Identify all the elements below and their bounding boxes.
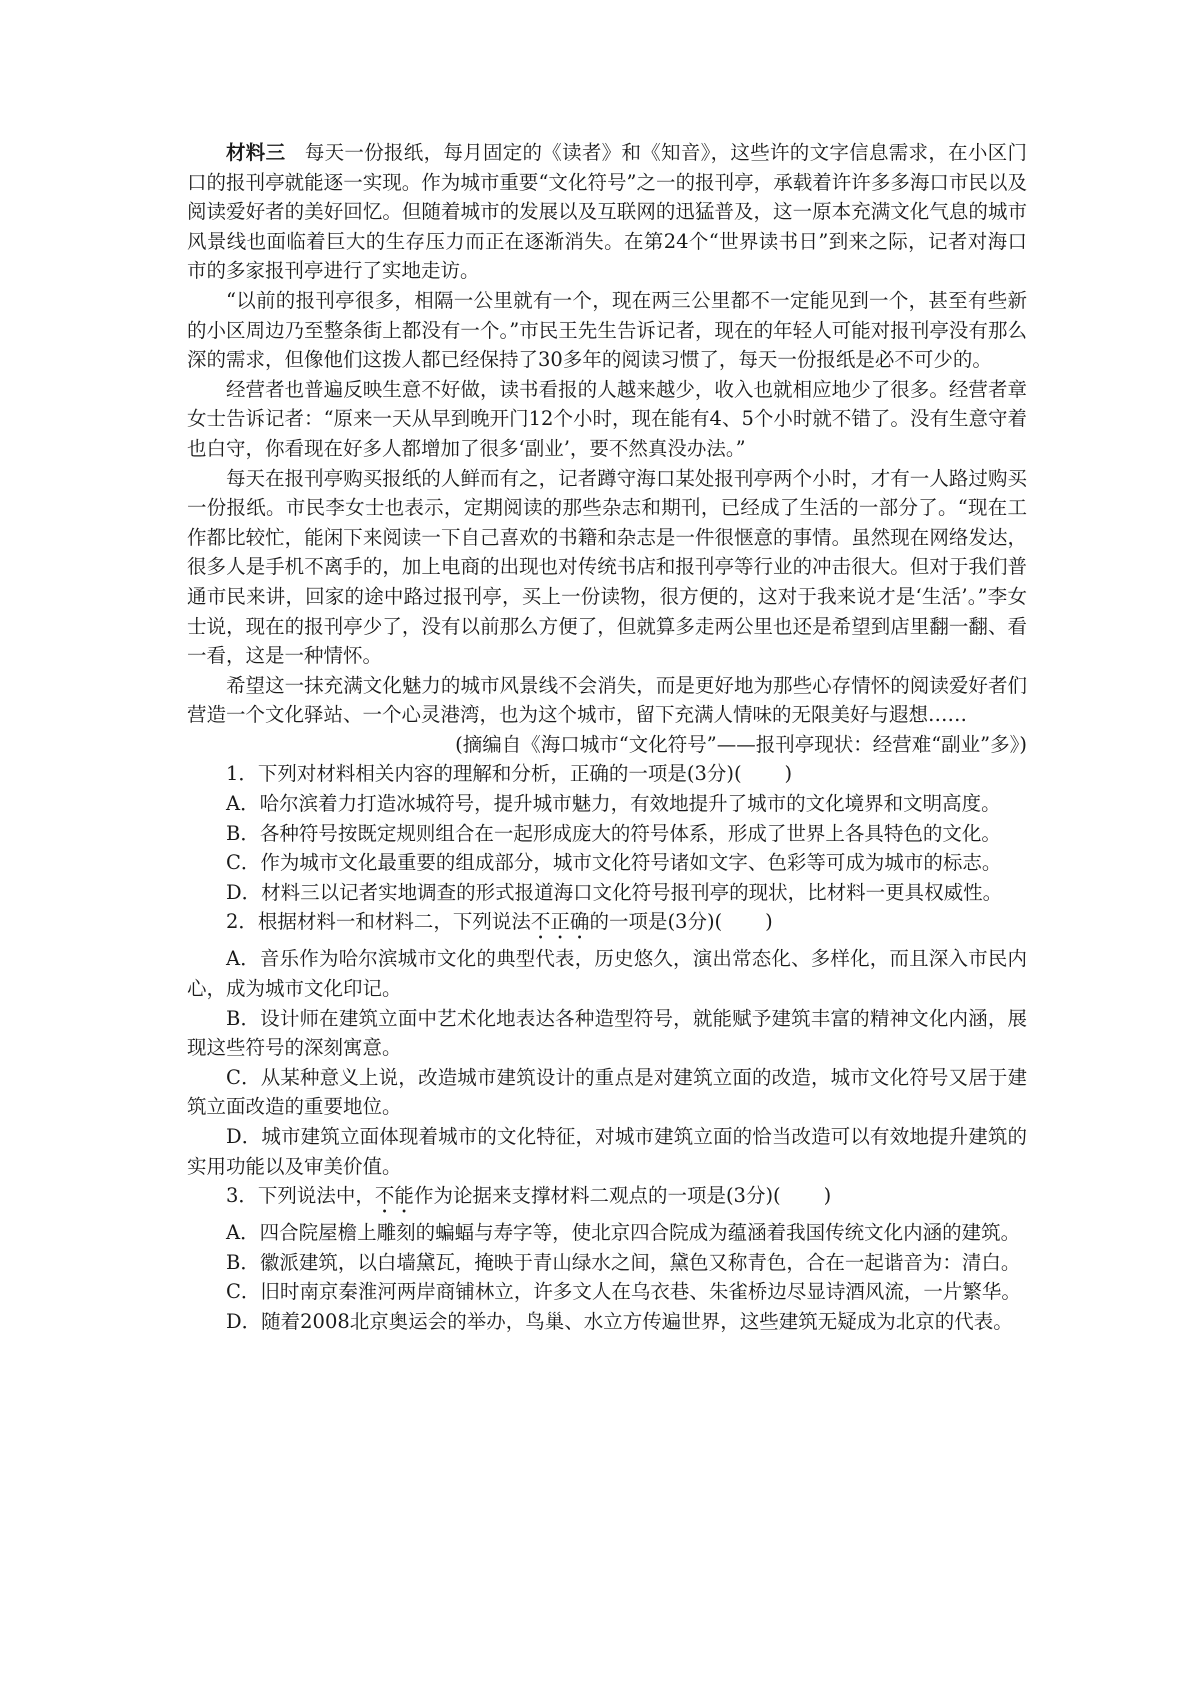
- question-stem-text: 1．下列对材料相关内容的理解和分析，正确的一项是(3分)(: [226, 762, 742, 786]
- emphasized-text: 不正确: [530, 910, 590, 934]
- source-citation: (摘编自《海口城市“文化符号”——报刊亭现状：经营难“副业”多》): [455, 732, 1027, 756]
- question-close-paren: ): [784, 762, 793, 786]
- paragraph-text: 每天一份报纸，每月固定的《读者》和《知音》，这些许的文字信息需求，在小区门口的报刊亭就能逐一实现。作为城市重要“文化符号”之一的报刊亭，承载着许许多多海口市民以及阅读爱好者的美好回忆。但随着城市的发展以及互联网的迅猛普及，这一原本充满文化气息的城市风景线也面临着巨大的生存压力而正在逐渐消失。在第24个“世界读书日”到来之际，记者对海口市的多家报刊亭进行了实地走访。: [187, 141, 1027, 283]
- question-1-option-c: C．作为城市文化最重要的组成部分，城市文化符号诸如文字、色彩等可成为城市的标志。: [226, 851, 1002, 875]
- question-close-paren: ): [823, 1184, 832, 1208]
- material3-label: 材料三: [226, 141, 286, 164]
- question-1-option-a: A．哈尔滨着力打造冰城符号，提升城市魅力，有效地提升了城市的文化境界和文明高度。: [226, 792, 1001, 816]
- material3-paragraph-4: 每天在报刊亭购买报纸的人鲜而有之，记者蹲守海口某处报刊亭两个小时，才有一人路过购买一份报纸。市民李女士也表示，定期阅读的那些杂志和期刊，已经成了生活的一部分了。“现在工作都比较忙，能闲下来阅读一下自己喜欢的书籍和杂志是一件很惬意的事情。虽然现在网络发达，很多人是手机不离手的，加上电商的出现也对传统书店和报刊亭等行业的冲击很大。但对于我们普通市民来讲，回家的途中路过报刊亭，买上一份读物，很方便的，这对于我来说才是‘生活’。”李女士说，现在的报刊亭少了，没有以前那么方便了，但就算多走两公里也还是希望到店里翻一翻、看一看，这是一种情怀。: [187, 466, 1027, 668]
- material3-paragraph-2: “以前的报刊亭很多，相隔一公里就有一个，现在两三公里都不一定能见到一个，甚至有些新的小区周边乃至整条街上都没有一个。”市民王先生告诉记者，现在的年轻人可能对报刊亭没有那么深的需求，但像他们这拨人都已经保持了30多年的阅读习惯了，每天一份报纸是必不可少的。: [187, 288, 1027, 372]
- question-2-option-a: A．音乐作为哈尔滨城市文化的典型代表，历史悠久，演出常态化、多样化，而且深入市民内心，成为城市文化印记。: [187, 947, 1027, 1001]
- question-stem-text: 的一项是(3分)(: [589, 910, 723, 934]
- question-1-option-d: D．材料三以记者实地调查的形式报道海口文化符号报刊亭的现状，比材料一更具权威性。: [226, 880, 1003, 904]
- question-3-stem: [187, 1181, 1027, 1218]
- question-close-paren: ): [765, 910, 773, 934]
- question-3-option-c: C．旧时南京秦淮河两岸商铺林立，许多文人在乌衣巷、朱雀桥边尽显诗酒风流，一片繁华。: [226, 1280, 1021, 1304]
- question-1-option-b: B．各种符号按既定规则组合在一起形成庞大的符号体系，形成了世界上各具特色的文化。: [226, 821, 1001, 845]
- question-3-option-b: B．徽派建筑，以白墙黛瓦，掩映于青山绿水之间，黛色又称青色，合在一起谐音为：清白。: [226, 1250, 1021, 1274]
- question-2-option-d: D．城市建筑立面体现着城市的文化特征，对城市建筑立面的恰当改造可以有效地提升建筑的实用功能以及审美价值。: [187, 1125, 1027, 1178]
- question-stem-text: 2．根据材料一和材料二，下列说法: [226, 910, 531, 934]
- document-page: [187, 138, 1027, 1337]
- emphasized-text: 不能: [374, 1184, 414, 1208]
- question-stem-text: 作为论据来支撑材料二观点的一项是(3分)(: [413, 1184, 781, 1208]
- question-1-stem: [187, 759, 1027, 789]
- material3-paragraph-1: [187, 138, 1027, 286]
- material3-paragraph-3: 经营者也普遍反映生意不好做，读书看报的人越来越少，收入也就相应地少了很多。经营者章女士告诉记者：“原来一天从早到晚开门12个小时，现在能有4、5个小时就不错了。没有生意守着也白守，你看现在好多人都增加了很多‘副业’，要不然真没办法。”: [187, 377, 1027, 460]
- material3-paragraph-5: 希望这一抹充满文化魅力的城市风景线不会消失，而是更好地为那些心存情怀的阅读爱好者们营造一个文化驿站、一个心灵港湾，也为这个城市，留下充满人情味的无限美好与遐想……: [187, 673, 1027, 727]
- question-stem-text: 3．下列说法中，: [226, 1184, 375, 1208]
- question-2-option-c: C．从某种意义上说，改造城市建筑设计的重点是对建筑立面的改造，城市文化符号又居于建筑立面改造的重要地位。: [187, 1065, 1027, 1119]
- question-3-option-d: D．随着2008北京奥运会的举办，鸟巢、水立方传遍世界，这些建筑无疑成为北京的代表。: [226, 1309, 1013, 1333]
- question-2-option-b: B．设计师在建筑立面中艺术化地表达各种造型符号，就能赋予建筑丰富的精神文化内涵，展现这些符号的深刻寓意。: [187, 1006, 1027, 1060]
- question-3-option-a: A．四合院屋檐上雕刻的蝙蝠与寿字等，使北京四合院成为蕴涵着我国传统文化内涵的建筑。: [226, 1221, 1021, 1245]
- question-2-stem: [187, 907, 1027, 944]
